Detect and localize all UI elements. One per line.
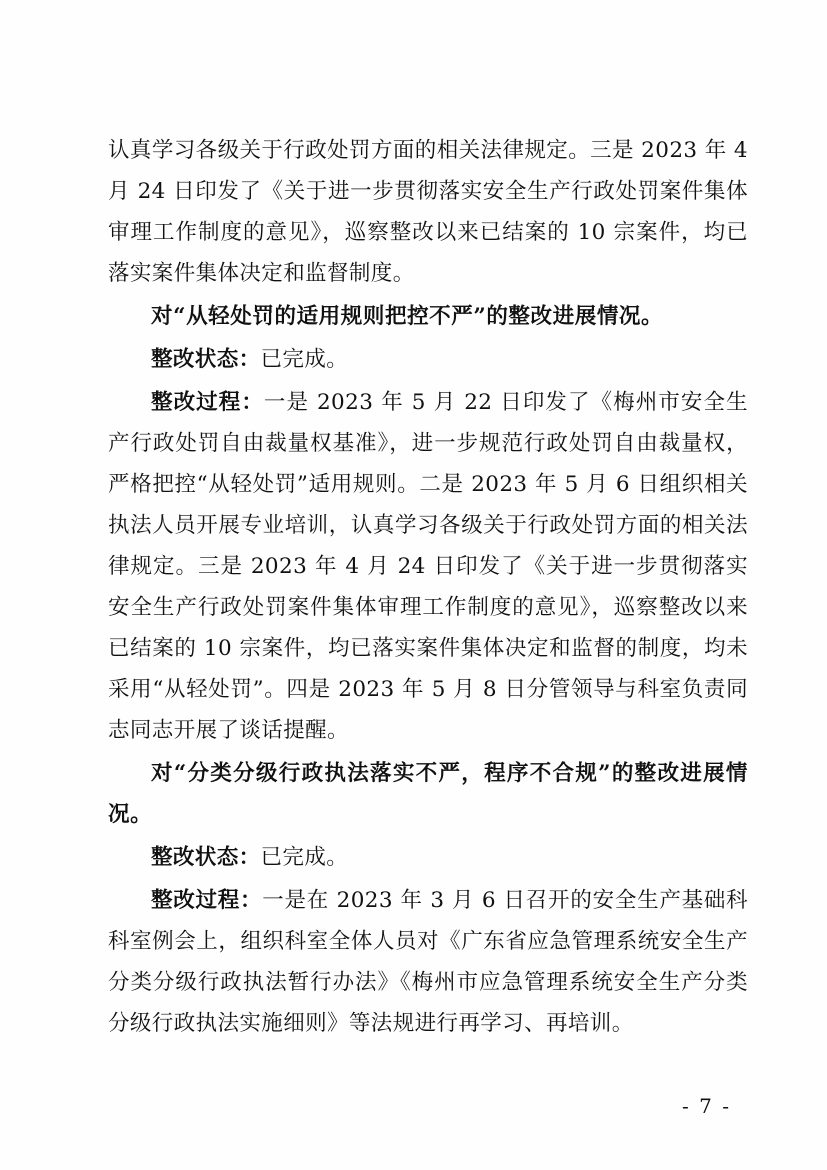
paragraph-continuation-top: 认真学习各级关于行政处罚方面的相关法律规定。三是 2023 年 4 月 24 日印发了《关于进一步贯彻落实安全生产行政处罚案件集体审理工作制度的意见》，巡察整改以来已结案的 10 宗案件，均已落实案件集体决定和监督制度。: [108, 138, 748, 286]
status-value-classified: 已完成。: [260, 845, 349, 870]
process-label-lenient: 整改过程：: [151, 390, 264, 415]
status-lenient-punishment: [108, 339, 748, 380]
process-lenient-punishment: [108, 382, 748, 751]
status-label-classified: 整改状态：: [151, 845, 261, 870]
status-classified-enforcement: [108, 837, 748, 878]
process-value-classified: 一是在 2023 年 3 月 6 日召开的安全生产基础科科室例会上，组织科室全体人员对《广东省应急管理系统安全生产分类分级行政执法暂行办法》《梅州市应急管理系统安全生产分类分级行政执法实施细则》等法规进行再学习、再培训。: [108, 888, 748, 1036]
document-body: [108, 130, 748, 1044]
process-label-classified: 整改过程：: [151, 888, 263, 913]
status-value-lenient: 已完成。: [260, 347, 349, 372]
process-value-lenient: 一是 2023 年 5 月 22 日印发了《梅州市安全生产行政处罚自由裁量权基准》，进一步规范行政处罚自由裁量权，严格把控“从轻处罚”适用规则。二是 2023 年 5 月 6 日组织相关执法人员开展专业培训，认真学习各级关于行政处罚方面的相关法律规定。三是 2023 年 4 月 24 日印发了《关于进一步贯彻落实安全生产行政处罚案件集体审理工作制度的意见》，巡察整改以来已结案的 10 宗案件，均已落实案件集体决定和监督的制度，均未采用“从轻处罚”。四是 2023 年 5 月 8 日分管领导与科室负责同志同志开展了谈话提醒。: [108, 390, 748, 743]
status-label-lenient: 整改状态：: [151, 347, 261, 372]
page-number: - 7 -: [682, 1094, 731, 1118]
process-classified-enforcement: [108, 880, 748, 1044]
heading-classified-enforcement: 对“分类分级行政执法落实不严，程序不合规”的整改进展情况。: [108, 761, 748, 827]
heading-lenient-punishment: 对“从轻处罚的适用规则把控不严”的整改进展情况。: [151, 304, 664, 329]
